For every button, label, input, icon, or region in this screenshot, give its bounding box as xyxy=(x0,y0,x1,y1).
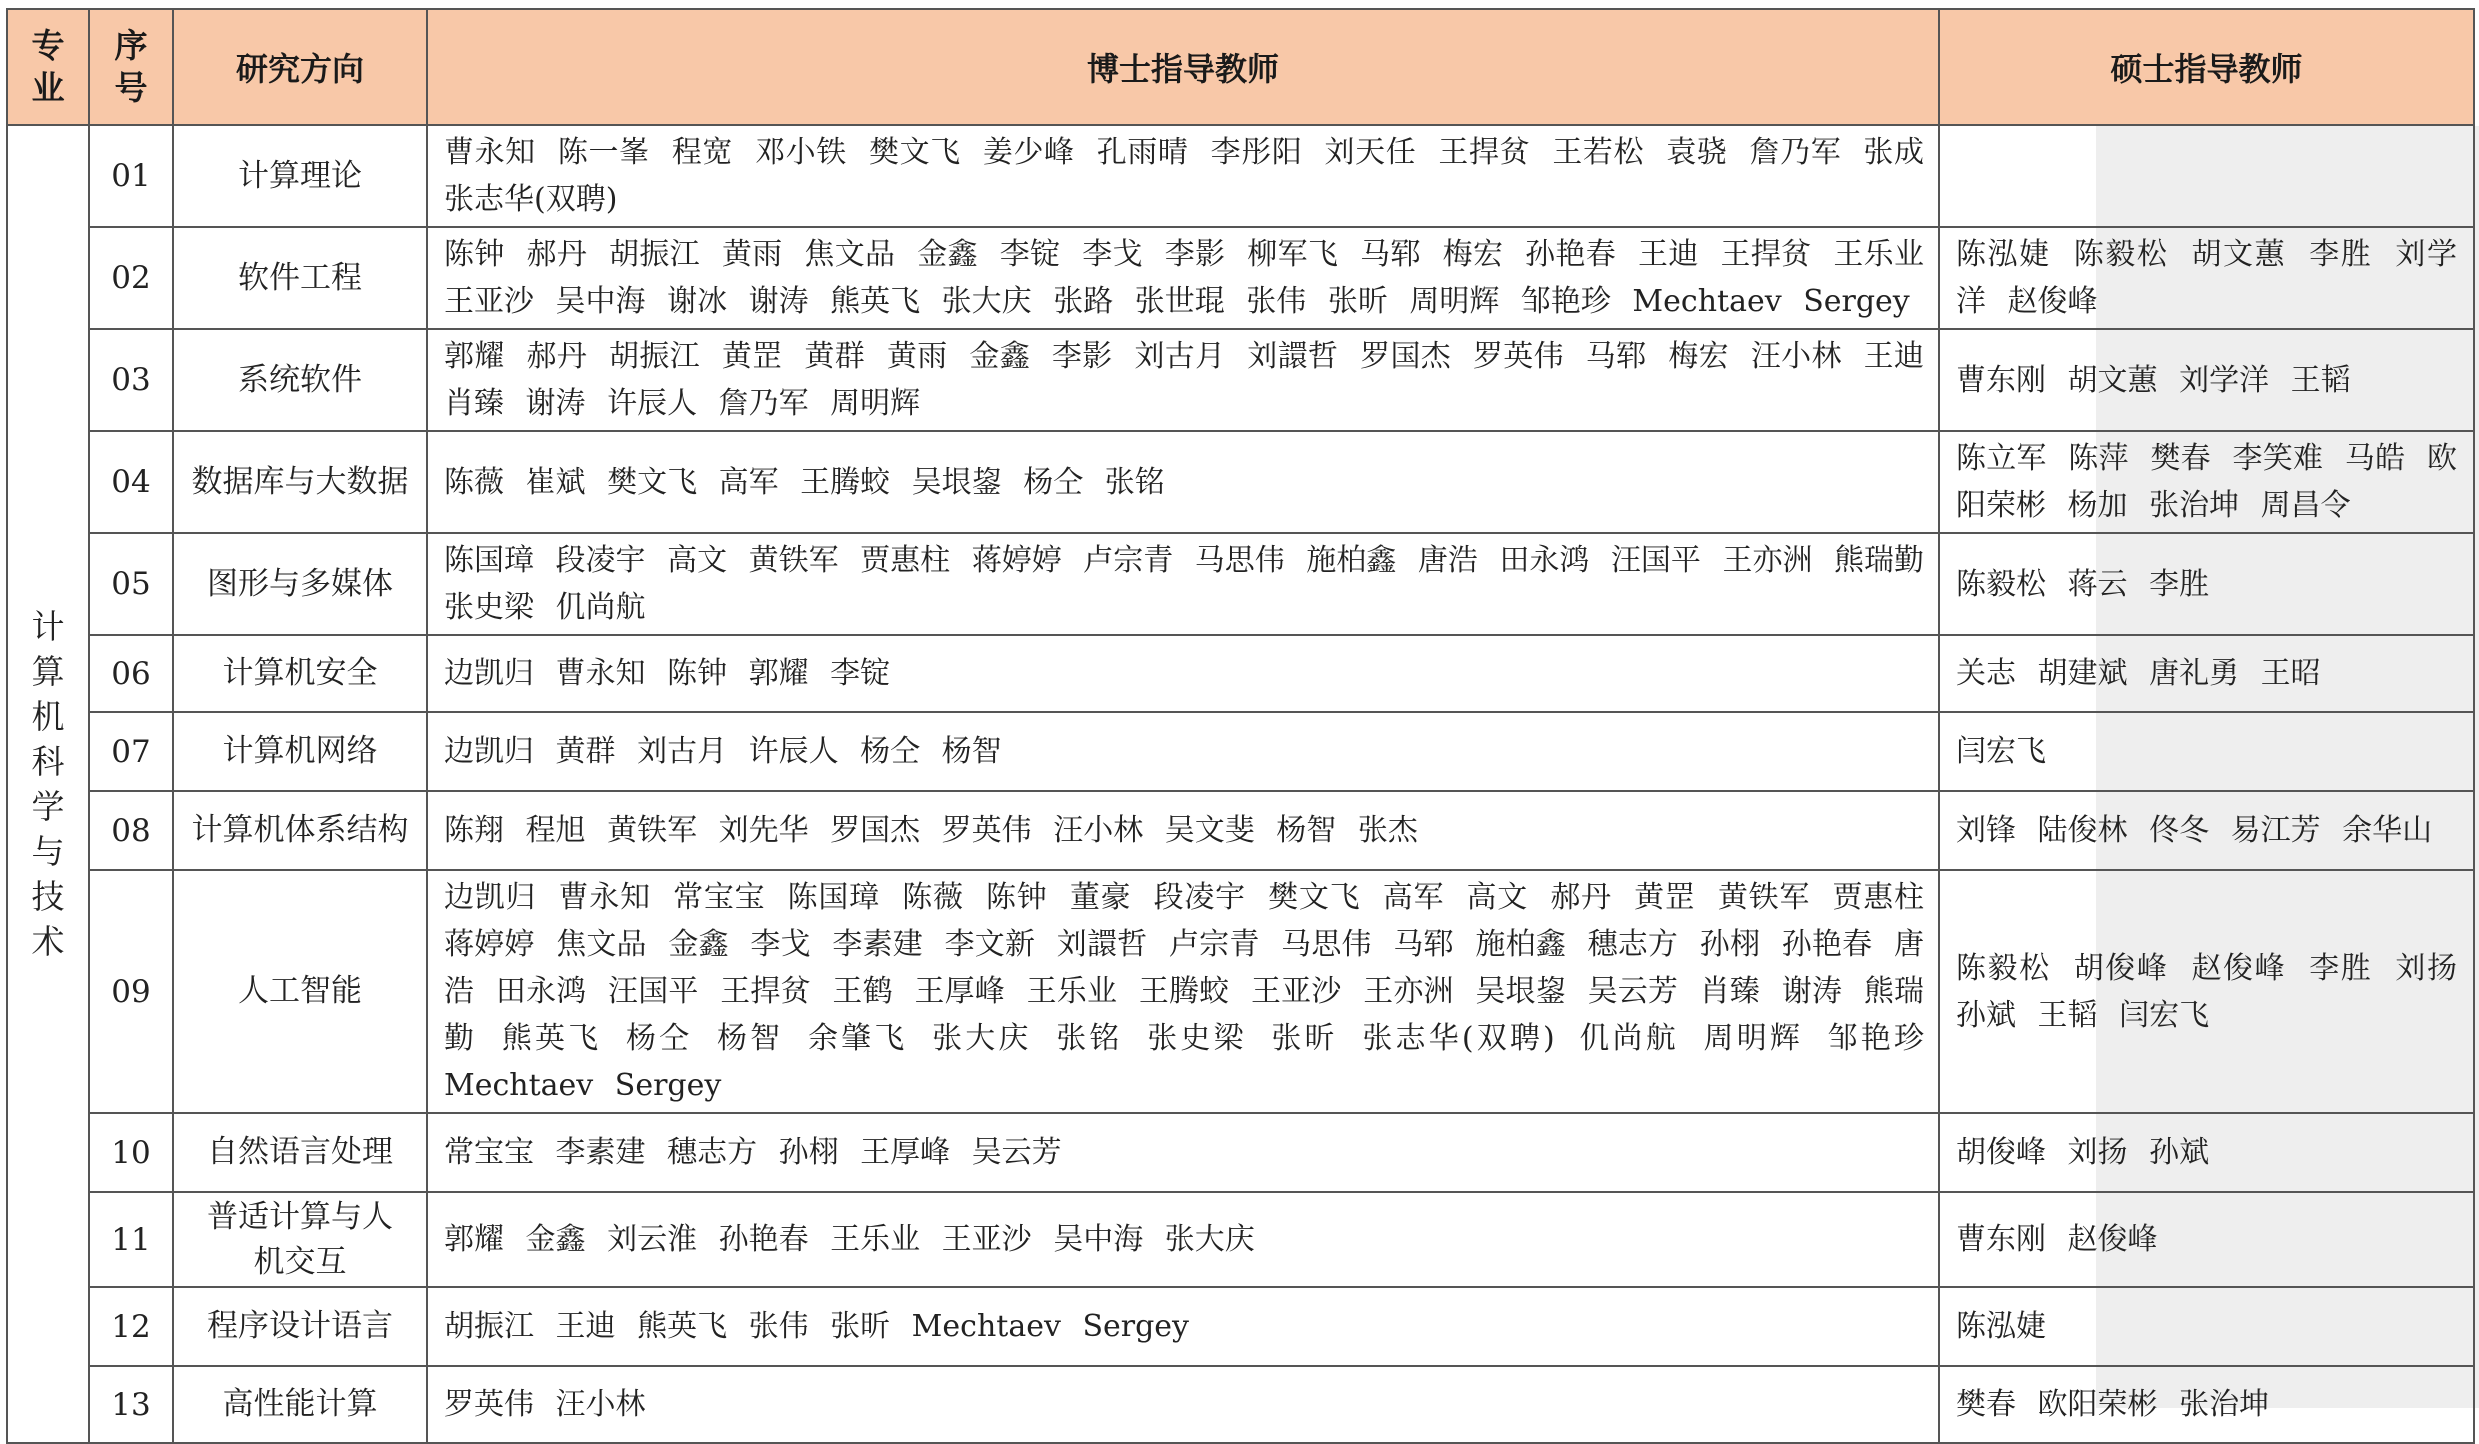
phd-supervisors: 陈钟 郝丹 胡振江 黄雨 焦文品 金鑫 李锭 李戈 李影 柳军飞 马郓 梅宏 孙艳春 王迪 王捍贫 王乐业 王亚沙 吴中海 谢冰 谢涛 熊英飞 张大庆 张路 张世琨 张伟 张昕 周明辉 邹艳珍 Mechtaev Sergey xyxy=(427,227,1939,329)
table-row xyxy=(7,1113,2474,1192)
row-index: 11 xyxy=(89,1192,173,1287)
master-supervisors: 樊春 欧阳荣彬 张治坤 xyxy=(1939,1366,2474,1443)
row-index: 09 xyxy=(89,870,173,1113)
table-row xyxy=(7,227,2474,329)
row-index: 08 xyxy=(89,791,173,870)
master-supervisors: 陈立军 陈萍 樊春 李笑难 马皓 欧阳荣彬 杨加 张治坤 周昌令 xyxy=(1939,431,2474,533)
table-row xyxy=(7,125,2474,227)
row-index: 05 xyxy=(89,533,173,635)
master-supervisors: 闫宏飞 xyxy=(1939,712,2474,791)
master-supervisors: 陈泓婕 xyxy=(1939,1287,2474,1366)
row-index: 07 xyxy=(89,712,173,791)
header-phd: 博士指导教师 xyxy=(427,9,1939,125)
phd-supervisors: 曹永知 陈一峯 程宽 邓小铁 樊文飞 姜少峰 孔雨晴 李彤阳 刘天任 王捍贫 王若松 袁骁 詹乃军 张成 张志华(双聘) xyxy=(427,125,1939,227)
row-index: 01 xyxy=(89,125,173,227)
phd-supervisors: 郭耀 郝丹 胡振江 黄罡 黄群 黄雨 金鑫 李影 刘古月 刘譞哲 罗国杰 罗英伟 马郓 梅宏 汪小林 王迪 肖臻 谢涛 许辰人 詹乃军 周明辉 xyxy=(427,329,1939,431)
major-label: 计 算 机 科 学 与 技 术 xyxy=(31,607,65,961)
row-index: 04 xyxy=(89,431,173,533)
supervisor-table xyxy=(6,8,2475,1444)
table-row xyxy=(7,870,2474,1113)
research-direction: 计算机网络 xyxy=(173,712,427,791)
row-index: 03 xyxy=(89,329,173,431)
row-index: 06 xyxy=(89,635,173,712)
phd-supervisors: 陈翔 程旭 黄铁军 刘先华 罗国杰 罗英伟 汪小林 吴文斐 杨智 张杰 xyxy=(427,791,1939,870)
row-index: 13 xyxy=(89,1366,173,1443)
research-direction: 自然语言处理 xyxy=(173,1113,427,1192)
master-supervisors: 曹东刚 胡文蕙 刘学洋 王韬 xyxy=(1939,329,2474,431)
research-direction: 计算机安全 xyxy=(173,635,427,712)
table-row xyxy=(7,791,2474,870)
header-index: 序 号 xyxy=(89,9,173,125)
master-supervisors: 陈泓婕 陈毅松 胡文蕙 李胜 刘学洋 赵俊峰 xyxy=(1939,227,2474,329)
header-master: 硕士指导教师 xyxy=(1939,9,2474,125)
research-direction: 计算机体系结构 xyxy=(173,791,427,870)
table-row xyxy=(7,635,2474,712)
master-supervisors: 曹东刚 赵俊峰 xyxy=(1939,1192,2474,1287)
research-direction: 人工智能 xyxy=(173,870,427,1113)
header-row xyxy=(7,9,2474,125)
phd-supervisors: 边凯归 曹永知 常宝宝 陈国璋 陈薇 陈钟 董豪 段凌宇 樊文飞 高军 高文 郝丹 黄罡 黄铁军 贾惠柱 蒋婷婷 焦文品 金鑫 李戈 李素建 李文新 刘譞哲 卢宗青 马思伟 马郓 施柏鑫 穗志方 孙栩 孙艳春 唐浩 田永鸿 汪国平 王捍贫 王鹤 王厚峰 王乐业 王腾蛟 王亚沙 王亦洲 吴垠鋆 吴云芳 肖臻 谢涛 熊瑞勤 熊英飞 杨仝 杨智 余肇飞 张大庆 张铭 张史梁 张昕 张志华(双聘) 仉尚航 周明辉 邹艳珍 Mechtaev Sergey xyxy=(427,870,1939,1113)
research-direction: 图形与多媒体 xyxy=(173,533,427,635)
master-supervisors: 陈毅松 胡俊峰 赵俊峰 李胜 刘扬 孙斌 王韬 闫宏飞 xyxy=(1939,870,2474,1113)
research-direction: 数据库与大数据 xyxy=(173,431,427,533)
table-row xyxy=(7,431,2474,533)
master-supervisors: 陈毅松 蒋云 李胜 xyxy=(1939,533,2474,635)
research-direction: 高性能计算 xyxy=(173,1366,427,1443)
phd-supervisors: 边凯归 曹永知 陈钟 郭耀 李锭 xyxy=(427,635,1939,712)
phd-supervisors: 罗英伟 汪小林 xyxy=(427,1366,1939,1443)
header-direction: 研究方向 xyxy=(173,9,427,125)
row-index: 10 xyxy=(89,1113,173,1192)
header-major: 专 业 xyxy=(7,9,89,125)
table-row xyxy=(7,329,2474,431)
major-cell xyxy=(7,125,89,1443)
table-row xyxy=(7,1366,2474,1443)
table-row xyxy=(7,712,2474,791)
master-supervisors: 刘锋 陆俊林 佟冬 易江芳 余华山 xyxy=(1939,791,2474,870)
row-index: 02 xyxy=(89,227,173,329)
table-row xyxy=(7,1287,2474,1366)
research-direction: 程序设计语言 xyxy=(173,1287,427,1366)
master-supervisors xyxy=(1939,125,2474,227)
research-direction: 软件工程 xyxy=(173,227,427,329)
row-index: 12 xyxy=(89,1287,173,1366)
phd-supervisors: 郭耀 金鑫 刘云淮 孙艳春 王乐业 王亚沙 吴中海 张大庆 xyxy=(427,1192,1939,1287)
page xyxy=(6,8,2473,1423)
research-direction: 计算理论 xyxy=(173,125,427,227)
phd-supervisors: 陈国璋 段凌宇 高文 黄铁军 贾惠柱 蒋婷婷 卢宗青 马思伟 施柏鑫 唐浩 田永鸿 汪国平 王亦洲 熊瑞勤 张史梁 仉尚航 xyxy=(427,533,1939,635)
phd-supervisors: 边凯归 黄群 刘古月 许辰人 杨仝 杨智 xyxy=(427,712,1939,791)
master-supervisors: 胡俊峰 刘扬 孙斌 xyxy=(1939,1113,2474,1192)
research-direction: 普适计算与人机交互 xyxy=(173,1192,427,1287)
table-row xyxy=(7,533,2474,635)
research-direction: 系统软件 xyxy=(173,329,427,431)
table-row xyxy=(7,1192,2474,1287)
phd-supervisors: 陈薇 崔斌 樊文飞 高军 王腾蛟 吴垠鋆 杨仝 张铭 xyxy=(427,431,1939,533)
master-supervisors: 关志 胡建斌 唐礼勇 王昭 xyxy=(1939,635,2474,712)
phd-supervisors: 胡振江 王迪 熊英飞 张伟 张昕 Mechtaev Sergey xyxy=(427,1287,1939,1366)
phd-supervisors: 常宝宝 李素建 穗志方 孙栩 王厚峰 吴云芳 xyxy=(427,1113,1939,1192)
